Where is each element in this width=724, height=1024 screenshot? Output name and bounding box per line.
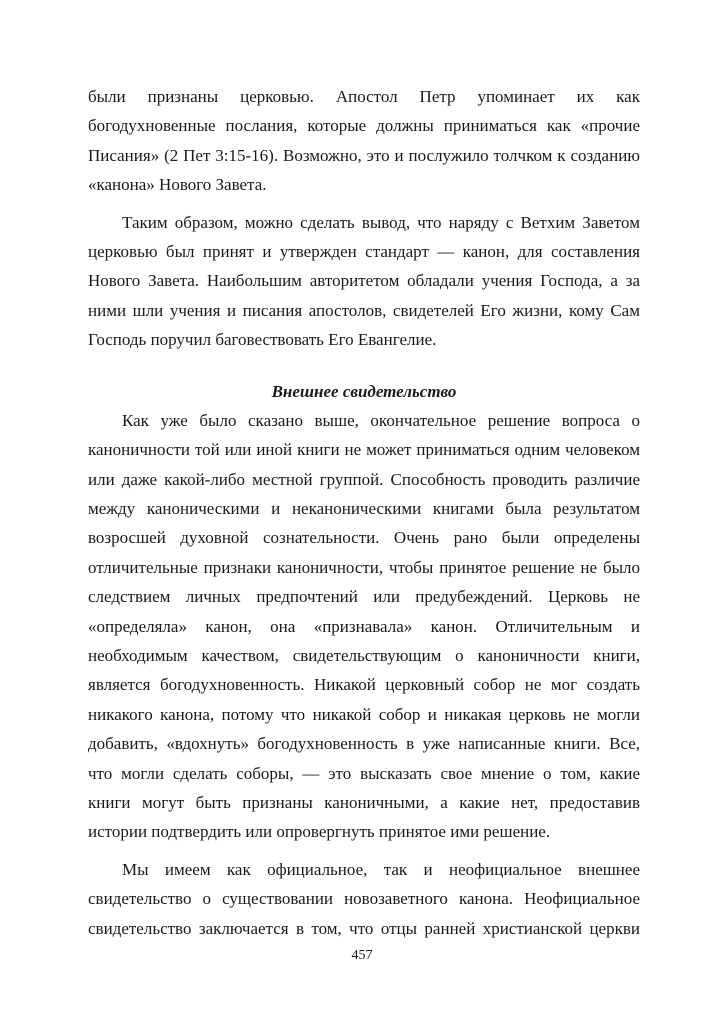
text-line: богодухновенные послания, которые должны приниматься как «прочие xyxy=(88,116,640,136)
text-line: истории подтвердить или опровергнуть принятое ими решение. xyxy=(88,822,551,842)
paragraph-conclusion xyxy=(88,208,640,355)
section-heading: Внешнее свидетельство xyxy=(271,381,457,401)
text-line: книги могут быть признаны каноничными, а какие нет, предоставив xyxy=(88,792,640,812)
text-line: церковью был принят и утвержден стандарт — канон, для составления xyxy=(88,241,640,261)
text-line: Мы имеем как официальное, так и неофициальное внешнее xyxy=(122,859,640,879)
text-line: является богодухновенность. Никакой церковный собор не мог создать xyxy=(88,675,640,695)
text-line: Таким образом, можно сделать вывод, что наряду с Ветхим Заветом xyxy=(122,212,640,232)
text-line: необходимым качеством, свидетельствующим о каноничности книги, xyxy=(88,646,640,666)
text-line: «определяла» канон, она «признавала» канон. Отличительным и xyxy=(88,616,640,636)
paragraph-official-evidence xyxy=(88,855,640,943)
text-line: были признаны церковью. Апостол Петр упоминает их как xyxy=(88,87,640,106)
text-line: свидетельство о существовании новозаветного канона. Неофициальное xyxy=(88,889,640,909)
text-line: возросшей духовной сознательности. Очень рано были определены xyxy=(88,528,640,548)
paragraph-continuation xyxy=(88,82,640,200)
text-line: Как уже было сказано выше, окончательное решение вопроса о xyxy=(122,410,640,430)
text-line: или даже какой-либо местной группой. Способность проводить различие xyxy=(88,469,640,489)
text-line: Писания» (2 Пет 3:15-16). Возможно, это и послужило толчком к созданию xyxy=(88,145,640,165)
text-line: что могли сделать соборы, — это высказать свое мнение о том, какие xyxy=(88,763,640,783)
text-line: Нового Завета. Наибольшим авторитетом обладали учения Господа, а за xyxy=(88,271,640,291)
text-line: добавить, «вдохнуть» богодухновенность в уже написанные книги. Все, xyxy=(88,734,640,754)
text-line: каноничности той или иной книги не может приниматься одним человеком xyxy=(88,440,640,460)
text-line: «канона» Нового Завета. xyxy=(88,175,267,195)
text-line: никакого канона, потому что никакой собор и никакая церковь не могли xyxy=(88,704,640,724)
text-line: между каноническими и неканоническими книгами была результатом xyxy=(88,499,640,519)
page-number: 457 xyxy=(351,948,373,963)
paragraph-external-evidence xyxy=(88,406,640,847)
text-line: отличительные признаки каноничности, чтобы принятое решение не было xyxy=(88,557,640,577)
text-line: следствием личных предпочтений или предубеждений. Церковь не xyxy=(88,587,640,607)
text-line: Господь поручил баговествовать Его Евангелие. xyxy=(88,330,437,350)
text-line: ними шли учения и писания апостолов, свидетелей Его жизни, кому Сам xyxy=(88,300,640,320)
page-body xyxy=(88,82,640,943)
text-line: свидетельство заключается в том, что отцы ранней христианской церкви xyxy=(88,918,640,938)
